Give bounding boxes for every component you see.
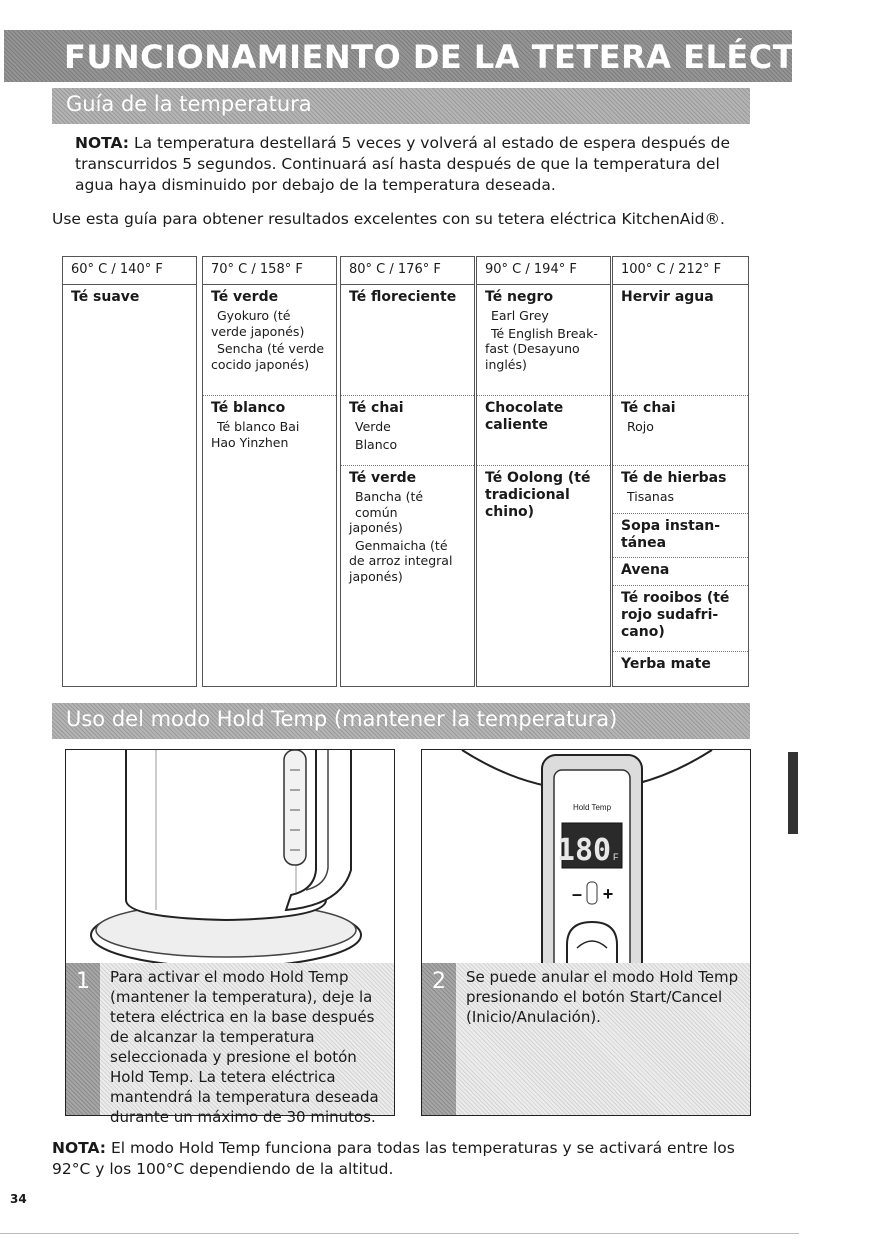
section-side-tab	[788, 752, 798, 834]
tea-type: cano)	[621, 624, 665, 640]
tea-type: Sopa instan-	[621, 518, 721, 534]
step-2-box	[422, 963, 750, 1115]
note-2-paragraph	[52, 1138, 752, 1180]
section-title-hold-temp: Uso del modo Hold Temp (mantener la temperatura)	[66, 707, 618, 731]
step-number: 2	[432, 969, 446, 994]
tea-detail: Rojo	[627, 419, 654, 434]
table-cell	[63, 285, 196, 314]
table-cell	[613, 514, 748, 558]
tea-type: Yerba mate	[621, 656, 711, 672]
tea-detail: de arroz integral	[349, 553, 453, 568]
table-column-80	[340, 256, 475, 687]
note-label: NOTA:	[75, 134, 130, 152]
note-2-text: El modo Hold Temp funciona para todas las temperaturas y se activará entre los 92°C y los 100°C dependiendo de la altitud.	[52, 1139, 735, 1178]
table-column-60	[62, 256, 197, 687]
table-column-100	[612, 256, 749, 687]
note-text: La temperatura destellará 5 veces y volverá al estado de espera después de transcurridos 5 segundos. Continuará así hasta después de que la temperatura del agua haya disminuido por debajo de la temperatura deseada.	[75, 134, 731, 194]
minus-button: –	[571, 884, 583, 904]
table-cell	[613, 396, 748, 466]
tea-type: Té verde	[211, 289, 279, 305]
tea-type: Hervir agua	[621, 289, 714, 305]
table-header: 90° C / 194° F	[477, 257, 610, 285]
table-column-70	[202, 256, 337, 687]
tea-type: Té Oolong (té	[485, 470, 591, 486]
tea-detail: Sencha (té verde	[217, 341, 325, 356]
tea-type: Té de hierbas	[621, 470, 727, 486]
step-number: 1	[76, 969, 90, 994]
tea-type: chino)	[485, 504, 535, 520]
title-banner	[4, 30, 882, 82]
table-cell	[203, 285, 336, 396]
divider	[0, 1233, 799, 1234]
table-cell	[341, 396, 474, 466]
table-cell	[613, 466, 748, 514]
table-cell	[613, 285, 748, 396]
step-number-tab	[66, 963, 100, 1115]
tea-type: Té verde	[349, 470, 417, 486]
tea-type: Té blanco	[211, 400, 286, 416]
step-1-box	[66, 963, 394, 1126]
table-cell	[477, 285, 610, 396]
tea-detail: Gyokuro (té	[217, 308, 291, 323]
tea-type: Té floreciente	[349, 289, 457, 305]
tea-detail: Tisanas	[627, 489, 674, 504]
tea-type: Té rooibos (té	[621, 590, 730, 606]
tea-detail: Verde	[355, 419, 391, 434]
section-title-temperature: Guía de la temperatura	[66, 92, 312, 116]
tea-type: Té negro	[485, 289, 554, 305]
tea-type: Té suave	[71, 289, 140, 305]
tea-detail: Earl Grey	[491, 308, 549, 323]
table-column-90	[476, 256, 611, 687]
table-header: 60° C / 140° F	[63, 257, 196, 285]
table-header: 70° C / 158° F	[203, 257, 336, 285]
svg-text:180: 180	[556, 833, 612, 868]
tea-type: Té chai	[349, 400, 404, 416]
note-2-label: NOTA:	[52, 1139, 107, 1157]
tea-detail: verde japonés)	[211, 323, 305, 339]
tea-type: caliente	[485, 417, 548, 433]
table-cell	[341, 285, 474, 396]
tea-detail: fast (Desayuno	[485, 341, 580, 356]
tea-detail: Té English Break-	[491, 325, 598, 341]
page-number: 34	[10, 1192, 27, 1206]
step-2-text: Se puede anular el modo Hold Temp presionando el botón Start/Cancel (Inicio/Anulación).	[466, 968, 739, 1026]
tea-type: tánea	[621, 535, 667, 551]
tea-detail: Té blanco Bai	[217, 419, 300, 434]
tea-detail: cocido japonés)	[211, 356, 310, 372]
tea-detail: inglés)	[485, 356, 527, 372]
table-cell	[203, 396, 336, 458]
tea-detail: Genmaicha (té	[355, 537, 448, 553]
page-title: FUNCIONAMIENTO DE LA TETERA ELÉCTRICA	[64, 38, 882, 76]
tea-detail: Bancha (té común	[355, 489, 424, 520]
table-cell	[613, 652, 748, 681]
table-header: 80° C / 176° F	[341, 257, 474, 285]
table-cell	[613, 586, 748, 652]
hold-temp-label: Hold Temp	[572, 803, 612, 812]
tea-type: Avena	[621, 562, 670, 578]
table-header: 100° C / 212° F	[613, 257, 748, 285]
tea-detail: Blanco	[355, 436, 398, 452]
note-paragraph	[75, 133, 735, 196]
plus-button: +	[602, 884, 614, 904]
intro-text: Use esta guía para obtener resultados excelentes con su tetera eléctrica KitchenAid®.	[52, 210, 725, 228]
unit-label: F	[613, 852, 619, 862]
table-cell	[613, 558, 748, 586]
tea-type: Chocolate	[485, 400, 564, 416]
step-number-tab	[422, 963, 456, 1115]
tea-type: tradicional	[485, 487, 570, 503]
table-cell	[477, 466, 610, 529]
tea-type: Té chai	[621, 400, 676, 416]
step-1-text: Para activar el modo Hold Temp (mantener la temperatura), deje la tetera eléctrica en la base después de alcanzar la temperatura seleccionada y presione el botón Hold Temp. La tetera eléctrica mantendrá la temperatura deseada durante un máximo de 30 minutos.	[110, 968, 379, 1126]
table-cell	[477, 396, 610, 466]
section-banner-temperature	[52, 88, 750, 124]
tea-detail: japonés)	[349, 568, 403, 584]
tea-detail: japonés)	[349, 520, 403, 535]
tea-type: rojo sudafri-	[621, 607, 719, 623]
section-banner-hold-temp	[52, 703, 750, 739]
tea-detail: Hao Yinzhen	[211, 434, 289, 450]
table-cell	[341, 466, 474, 592]
